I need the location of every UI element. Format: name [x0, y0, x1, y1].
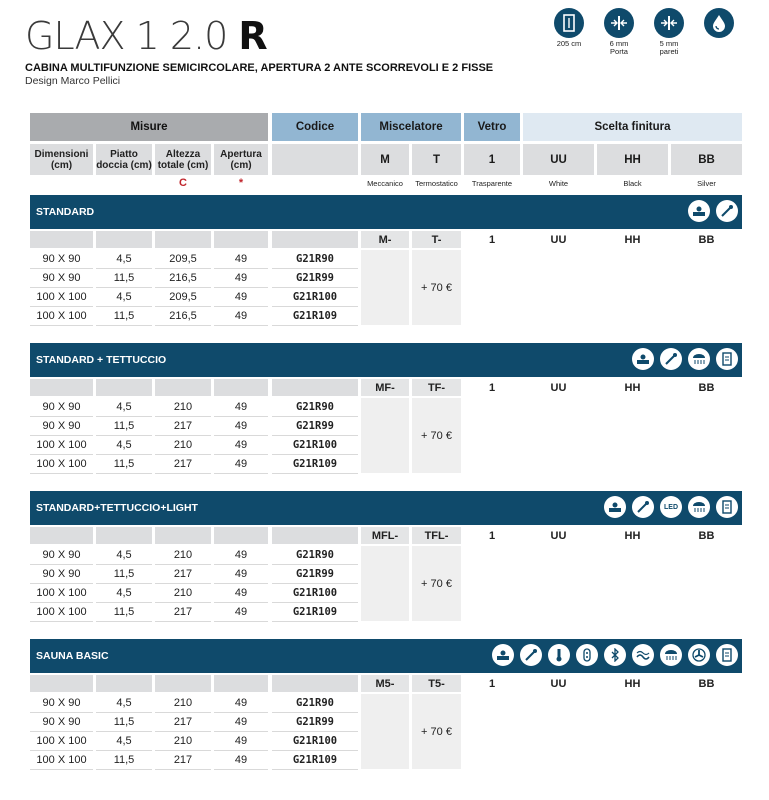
table-row: [30, 565, 742, 583]
wall-width-icon: [654, 8, 684, 38]
table-row: [30, 713, 742, 731]
rain-shower-icon: [688, 496, 710, 518]
product-code-cell: G21R90: [296, 253, 334, 265]
header-spacer: [155, 231, 211, 248]
tray-cell: 11,5: [113, 716, 135, 728]
section-feature-icons: [688, 200, 738, 222]
variant-code-row: [30, 675, 742, 692]
row-divider: [214, 769, 268, 770]
product-code-cell: G21R90: [296, 401, 334, 413]
product-code-cell: G21R100: [292, 291, 338, 303]
variant-code: HH: [624, 677, 641, 690]
product-code-cell: G21R99: [296, 568, 334, 580]
control-panel-icon: [716, 644, 738, 666]
variant-code-row: [30, 379, 742, 396]
dimension-cell: 90 X 90: [42, 549, 81, 561]
row-divider: [155, 325, 211, 326]
black-label: Black: [623, 178, 642, 188]
section-feature-icons: [492, 644, 738, 666]
height-cell: 210: [173, 697, 193, 709]
shower-tray-icon: [632, 348, 654, 370]
product-code-cell: G21R99: [296, 420, 334, 432]
thermostatic-price: + 70 €: [412, 546, 461, 621]
section-bar: [30, 195, 742, 229]
variant-code: 1: [488, 233, 496, 246]
piatto-header: Piatto doccia (cm): [96, 144, 152, 175]
row-divider: [272, 769, 358, 770]
header-spacer: [96, 527, 152, 544]
shower-tray-icon: [492, 644, 514, 666]
row-divider: [272, 621, 358, 622]
table-row: [30, 732, 742, 750]
mark-c: C: [179, 177, 187, 189]
header-spacer: [30, 675, 93, 692]
header-spacer: [96, 379, 152, 396]
variant-code: MF-: [361, 379, 409, 396]
header-spacer: [30, 231, 93, 248]
hand-shower-icon: [520, 644, 542, 666]
height-cell: 216,5: [169, 272, 197, 284]
product-code-cell: G21R100: [292, 587, 338, 599]
termostatico-label: Termostatico: [415, 178, 458, 188]
rain-shower-icon: [688, 348, 710, 370]
height-cell: 209,5: [169, 253, 197, 265]
tray-cell: 4,5: [116, 253, 132, 265]
opening-cell: 49: [234, 754, 248, 766]
section-feature-icons: [604, 496, 738, 518]
variant-code: T5-: [412, 675, 461, 692]
table-row: [30, 307, 742, 325]
product-code-cell: G21R90: [296, 697, 334, 709]
variant-code: M5-: [361, 675, 409, 692]
tray-cell: 11,5: [113, 568, 135, 580]
header-spacer: [30, 379, 93, 396]
row-divider: [214, 325, 268, 326]
header-spacer: [155, 675, 211, 692]
height-cell: 216,5: [169, 310, 197, 322]
section-title: SAUNA BASIC: [36, 650, 109, 662]
trasparente-label: Trasparente: [471, 178, 513, 188]
thermostatic-price: + 70 €: [412, 250, 461, 325]
row-divider: [30, 473, 93, 474]
section-bar: [30, 343, 742, 377]
section-bar: [30, 491, 742, 525]
thermostatic-price: + 70 €: [412, 398, 461, 473]
header-spacer: [272, 527, 358, 544]
opening-cell: 49: [234, 401, 248, 413]
variant-code: BB: [698, 529, 715, 542]
dimension-cell: 90 X 90: [42, 420, 81, 432]
fan-icon: [688, 644, 710, 666]
header-spacer: [272, 231, 358, 248]
row-divider: [155, 473, 211, 474]
tray-cell: 11,5: [113, 272, 135, 284]
variant-code: BB: [698, 381, 715, 394]
row-divider: [30, 769, 93, 770]
opening-cell: 49: [234, 568, 248, 580]
variant-code: BB: [698, 677, 715, 690]
section-bar: [30, 639, 742, 673]
table-row: [30, 603, 742, 621]
product-code-cell: G21R100: [292, 439, 338, 451]
product-code-cell: G21R109: [292, 310, 338, 322]
opening-cell: 49: [234, 606, 248, 618]
tray-cell: 4,5: [116, 549, 132, 561]
header-spacer: [96, 231, 152, 248]
mix-m-header: M: [361, 144, 409, 175]
designer-credit: Design Marco Pellici: [25, 75, 121, 87]
tray-cell: 4,5: [116, 587, 132, 599]
row-divider: [214, 473, 268, 474]
table-row: [30, 584, 742, 602]
dimension-cell: 90 X 90: [42, 253, 81, 265]
table-row: [30, 455, 742, 473]
opening-cell: 49: [234, 458, 248, 470]
led-icon: LED: [660, 496, 682, 518]
variant-code: MFL-: [361, 527, 409, 544]
header-spacer: [214, 675, 268, 692]
silver-label: Silver: [697, 178, 716, 188]
section-title: STANDARD+TETTUCCIO+LIGHT: [36, 502, 198, 514]
product-code-cell: G21R109: [292, 754, 338, 766]
variant-code: TFL-: [412, 527, 461, 544]
product-code-cell: G21R90: [296, 549, 334, 561]
header-spacer: [30, 527, 93, 544]
section-feature-icons: [632, 348, 738, 370]
tray-cell: 4,5: [116, 291, 132, 303]
table-row: [30, 288, 742, 306]
row-divider: [96, 621, 152, 622]
variant-code: HH: [624, 381, 641, 394]
jets-icon: [576, 644, 598, 666]
variant-code: 1: [488, 677, 496, 690]
steam-icon: [632, 644, 654, 666]
variant-code: UU: [550, 233, 567, 246]
product-code-cell: G21R99: [296, 272, 334, 284]
codice-subheader: [272, 144, 358, 175]
dimension-cell: 100 X 100: [36, 310, 87, 322]
product-code-cell: G21R109: [292, 606, 338, 618]
height-cell: 210: [173, 587, 193, 599]
dimensioni-header: Dimensioni (cm): [30, 144, 93, 175]
variant-code-row: [30, 231, 742, 248]
table-row: [30, 398, 742, 416]
mix-t-header: T: [412, 144, 461, 175]
height-icon: [554, 8, 584, 38]
tray-cell: 11,5: [113, 754, 135, 766]
tray-cell: 4,5: [116, 439, 132, 451]
table-row: [30, 546, 742, 564]
section-title: STANDARD + TETTUCCIO: [36, 354, 167, 366]
dimension-cell: 100 X 100: [36, 606, 87, 618]
hand-shower-icon: [716, 200, 738, 222]
section-title: STANDARD: [36, 206, 95, 218]
product-code-cell: G21R99: [296, 716, 334, 728]
header-spacer: [272, 675, 358, 692]
variant-code-row: [30, 527, 742, 544]
variant-code: BB: [698, 233, 715, 246]
row-divider: [272, 325, 358, 326]
opening-cell: 49: [234, 420, 248, 432]
finish-uu-header: UU: [523, 144, 594, 175]
row-divider: [30, 621, 93, 622]
opening-cell: 49: [234, 697, 248, 709]
dimension-cell: 100 X 100: [36, 458, 87, 470]
variant-code: UU: [550, 381, 567, 394]
opening-cell: 49: [234, 253, 248, 265]
opening-cell: 49: [234, 272, 248, 284]
tray-cell: 11,5: [113, 420, 135, 432]
tray-cell: 11,5: [113, 458, 135, 470]
dimension-cell: 90 X 90: [42, 697, 81, 709]
miscelatore-header: Miscelatore: [361, 113, 461, 141]
tray-cell: 11,5: [113, 606, 135, 618]
hand-shower-icon: [660, 348, 682, 370]
tray-cell: 11,5: [113, 310, 135, 322]
header-spacer: [214, 379, 268, 396]
variant-code: HH: [624, 233, 641, 246]
row-divider: [155, 621, 211, 622]
finish-bb-header: BB: [671, 144, 742, 175]
height-cell: 217: [173, 716, 193, 728]
finitura-header: Scelta finitura: [523, 113, 742, 141]
row-divider: [155, 769, 211, 770]
apertura-header: Apertura (cm): [214, 144, 268, 175]
tray-cell: 4,5: [116, 697, 132, 709]
tray-cell: 4,5: [116, 735, 132, 747]
opening-cell: 49: [234, 587, 248, 599]
header-spacer: [96, 675, 152, 692]
vetro-header: Vetro: [464, 113, 520, 141]
dimension-cell: 100 X 100: [36, 291, 87, 303]
product-code-cell: G21R109: [292, 458, 338, 470]
thermostatic-price: + 70 €: [412, 694, 461, 769]
dimension-cell: 90 X 90: [42, 568, 81, 580]
height-cell: 210: [173, 735, 193, 747]
door-width-icon: [604, 8, 634, 38]
variant-code: T-: [412, 231, 461, 248]
dimension-cell: 100 X 100: [36, 754, 87, 766]
header-spacer: [214, 231, 268, 248]
product-code-cell: G21R100: [292, 735, 338, 747]
opening-cell: 49: [234, 291, 248, 303]
tray-cell: 4,5: [116, 401, 132, 413]
opening-cell: 49: [234, 310, 248, 322]
rain-shower-icon: [660, 644, 682, 666]
finish-hh-header: HH: [597, 144, 668, 175]
header-spacer: [155, 379, 211, 396]
row-divider: [96, 473, 152, 474]
dimension-cell: 90 X 90: [42, 272, 81, 284]
water-drop-icon: [704, 8, 734, 38]
height-cell: 217: [173, 606, 193, 618]
header-spacer: [272, 379, 358, 396]
dimension-cell: 100 X 100: [36, 735, 87, 747]
variant-code: TF-: [412, 379, 461, 396]
height-cell: 217: [173, 754, 193, 766]
variant-code: UU: [550, 677, 567, 690]
height-cell: 217: [173, 420, 193, 432]
opening-cell: 49: [234, 716, 248, 728]
white-label: White: [548, 178, 569, 188]
height-cell: 210: [173, 549, 193, 561]
dimension-cell: 90 X 90: [42, 716, 81, 728]
table-row: [30, 250, 742, 268]
vetro-1-header: 1: [464, 144, 520, 175]
shower-tray-icon: [604, 496, 626, 518]
row-divider: [30, 325, 93, 326]
height-cell: 210: [173, 401, 193, 413]
dimension-cell: 100 X 100: [36, 587, 87, 599]
misure-header: Misure: [30, 113, 268, 141]
variant-code: 1: [488, 381, 496, 394]
page-title: GLAX 1 2.0 R: [25, 14, 267, 58]
row-divider: [96, 325, 152, 326]
height-cell: 210: [173, 439, 193, 451]
dimension-cell: 90 X 90: [42, 401, 81, 413]
shower-tray-icon: [688, 200, 710, 222]
mark-star: *: [238, 177, 244, 189]
meccanico-label: Meccanico: [367, 178, 403, 188]
hand-shower-icon: [632, 496, 654, 518]
opening-cell: 49: [234, 735, 248, 747]
height-cell: 217: [173, 458, 193, 470]
product-subtitle: CABINA MULTIFUNZIONE SEMICIRCOLARE, APERTURA 2 ANTE SCORREVOLI E 2 FISSE: [25, 62, 494, 74]
row-divider: [272, 473, 358, 474]
row-divider: [96, 769, 152, 770]
table-header: [30, 113, 742, 203]
table-row: [30, 436, 742, 454]
variant-code: HH: [624, 529, 641, 542]
codice-header: Codice: [272, 113, 358, 141]
variant-code: 1: [488, 529, 496, 542]
feature-icons: 205 cm 6 mm Porta 5 mm pareti: [549, 8, 739, 56]
row-divider: [214, 621, 268, 622]
table-row: [30, 751, 742, 769]
opening-cell: 49: [234, 549, 248, 561]
height-cell: 217: [173, 568, 193, 580]
dimension-cell: 100 X 100: [36, 439, 87, 451]
altezza-header: Altezza totale (cm): [155, 144, 211, 175]
control-panel-icon: [716, 348, 738, 370]
thermometer-icon: [548, 644, 570, 666]
variant-code: UU: [550, 529, 567, 542]
table-row: [30, 417, 742, 435]
height-cell: 209,5: [169, 291, 197, 303]
variant-code: M-: [361, 231, 409, 248]
table-row: [30, 694, 742, 712]
header-spacer: [155, 527, 211, 544]
opening-cell: 49: [234, 439, 248, 451]
header-spacer: [214, 527, 268, 544]
control-panel-icon: [716, 496, 738, 518]
bluetooth-icon: [604, 644, 626, 666]
table-row: [30, 269, 742, 287]
